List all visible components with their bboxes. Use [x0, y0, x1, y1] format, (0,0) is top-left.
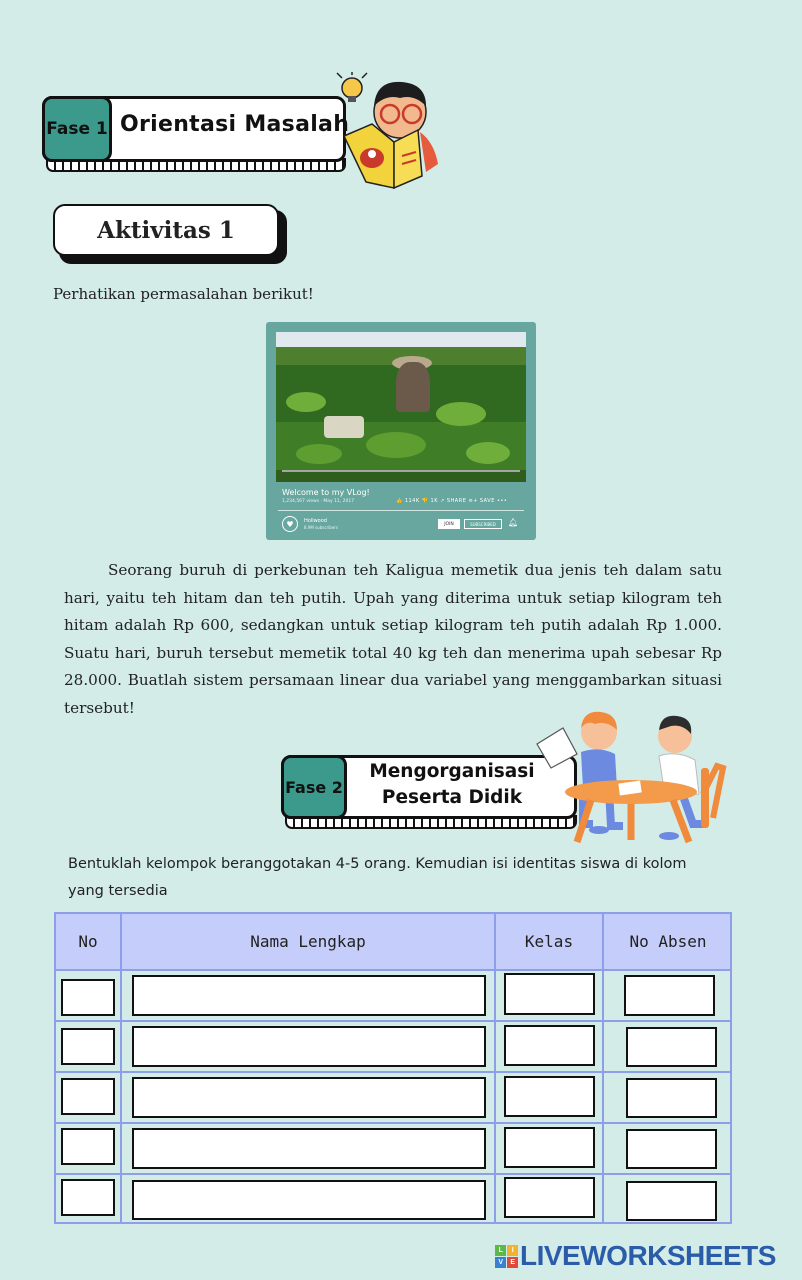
input-kelas-4[interactable] [504, 1127, 595, 1168]
video-screen[interactable] [276, 332, 526, 482]
fase2-tag: Fase 2 [281, 755, 347, 819]
worker-figure [396, 362, 430, 412]
video-actions[interactable]: 👍 114K 👎 1K ↗ SHARE ≡+ SAVE ••• [396, 498, 508, 504]
input-kelas-3[interactable] [504, 1076, 595, 1117]
input-nama-2[interactable] [132, 1026, 486, 1067]
subscriber-count: 8.9M subscribers [304, 525, 339, 530]
fase1-title: Orientasi Masalah [120, 112, 350, 137]
students-table-illustration [533, 706, 729, 848]
video-controls[interactable] [276, 470, 526, 482]
basket [324, 416, 364, 438]
input-no-2[interactable] [61, 1028, 115, 1065]
intro-text: Perhatikan permasalahan berikut! [53, 285, 314, 303]
input-nama-3[interactable] [132, 1077, 486, 1118]
input-no-5[interactable] [61, 1179, 115, 1216]
input-kelas-2[interactable] [504, 1025, 595, 1066]
aktivitas-title: Aktivitas 1 [53, 204, 279, 256]
fase2-title [351, 759, 553, 811]
problem-text: Seorang buruh di perkebunan teh Kaligua memetik dua jenis teh dalam satu hari, yaitu teh hitam dan teh putih. Upah yang diterima untuk setiap kilogram teh hitam adalah Rp 600, sedangkan untuk setiap kilogram teh putih adalah Rp 1.000. Suatu hari, buruh tersebut memetik total 40 kg teh dan menerima upah sebesar Rp 28.000. Buatlah sistem persamaan linear dua variabel yang menggambarkan situasi tersebut! [64, 561, 722, 717]
video-card [266, 322, 536, 540]
liveworksheets-logo [495, 1239, 776, 1273]
header-nama-lengkap: Nama Lengkap [250, 932, 366, 951]
input-absen-3[interactable] [626, 1078, 717, 1118]
bell-icon[interactable]: 🔔︎ [508, 518, 519, 527]
logo-text: LIVEWORKSHEETS [520, 1240, 776, 1271]
input-absen-5[interactable] [626, 1181, 717, 1221]
reading-boy-illustration [334, 72, 446, 190]
input-nama-1[interactable] [132, 975, 486, 1016]
fase1-tag: Fase 1 [42, 96, 112, 162]
input-kelas-1[interactable] [504, 973, 595, 1015]
header-no: No [78, 932, 98, 951]
input-no-3[interactable] [61, 1078, 115, 1115]
header-kelas: Kelas [524, 932, 574, 951]
input-nama-4[interactable] [132, 1128, 486, 1169]
input-kelas-5[interactable] [504, 1177, 595, 1218]
input-no-1[interactable] [61, 979, 115, 1016]
input-nama-5[interactable] [132, 1180, 486, 1220]
fase2-title-line2: Peserta Didik [381, 787, 523, 808]
header-no-absen: No Absen [629, 932, 707, 951]
instruction-text: Bentuklah kelompok beranggotakan 4-5 orang. Kemudian isi identitas siswa di kolom yang tersedia [68, 856, 687, 899]
input-absen-4[interactable] [626, 1129, 717, 1169]
heart-icon: ♥ [282, 516, 298, 532]
join-button[interactable]: JOIN [438, 519, 460, 529]
logo-mark-icon: L I V E [495, 1245, 518, 1268]
fase1-banner [42, 96, 352, 180]
subscribe-button[interactable]: SUBSCRIBED [464, 519, 502, 529]
video-meta: 1,234,567 views · May 11, 2017 [282, 499, 355, 504]
input-absen-1[interactable] [624, 975, 715, 1016]
video-title: Welcome to my VLog! [282, 488, 370, 497]
input-no-4[interactable] [61, 1128, 115, 1165]
fase2-title-line1: Mengorganisasi [369, 761, 535, 782]
channel-name: Hollwood [304, 518, 327, 524]
input-absen-2[interactable] [626, 1027, 717, 1067]
identity-table [54, 912, 732, 1224]
divider [278, 510, 524, 511]
